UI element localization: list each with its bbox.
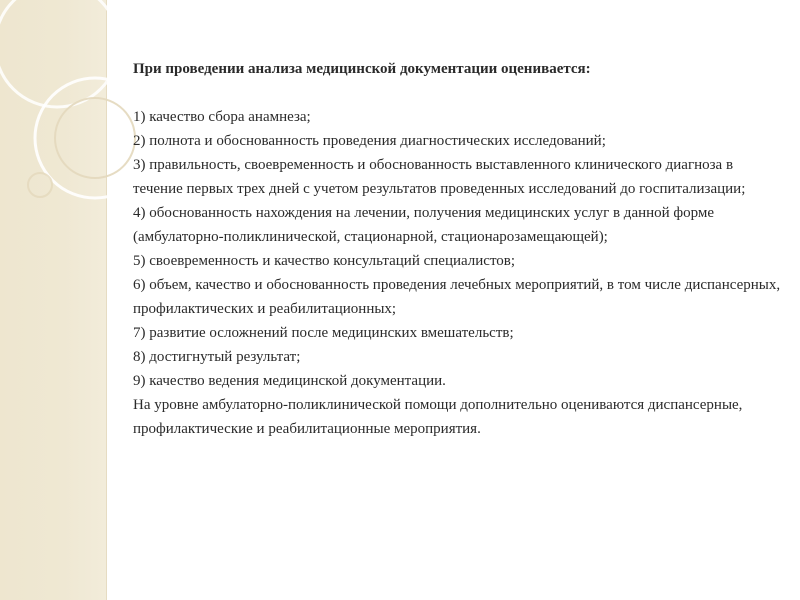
list-item: 5) своевременность и качество консультаций специалистов; xyxy=(133,253,516,269)
criteria-list xyxy=(133,105,783,393)
small-ring xyxy=(28,173,52,197)
list-item: 6) объем, качество и обоснованность проведения лечебных мероприятий, в том числе диспансерных, профилактических и реабилитационных; xyxy=(133,277,781,317)
list-item: 4) обоснованность нахождения на лечении, получения медицинских услуг в данной форме (амбулаторно-поликлинической, стационарной, стационарозамещающей); xyxy=(133,205,715,245)
text-content xyxy=(133,57,783,441)
closing-note: На уровне амбулаторно-поликлинической помощи дополнительно оцениваются диспансерные, профилактические и реабилитационные мероприятия. xyxy=(133,397,743,437)
slide-heading: При проведении анализа медицинской документации оценивается: xyxy=(133,61,591,77)
list-item: 3) правильность, своевременность и обоснованность выставленного клинического диагноза в течение первых трех дней с учетом результатов проведенных исследований до госпитализации; xyxy=(133,157,746,197)
list-item: 7) развитие осложнений после медицинских вмешательств; xyxy=(133,325,514,341)
list-item: 2) полнота и обоснованность проведения диагностических исследований; xyxy=(133,133,606,149)
list-item: 9) качество ведения медицинской документации. xyxy=(133,373,446,389)
middle-inner-ring xyxy=(55,98,135,178)
list-item: 8) достигнутый результат; xyxy=(133,349,301,365)
list-item: 1) качество сбора анамнеза; xyxy=(133,109,311,125)
